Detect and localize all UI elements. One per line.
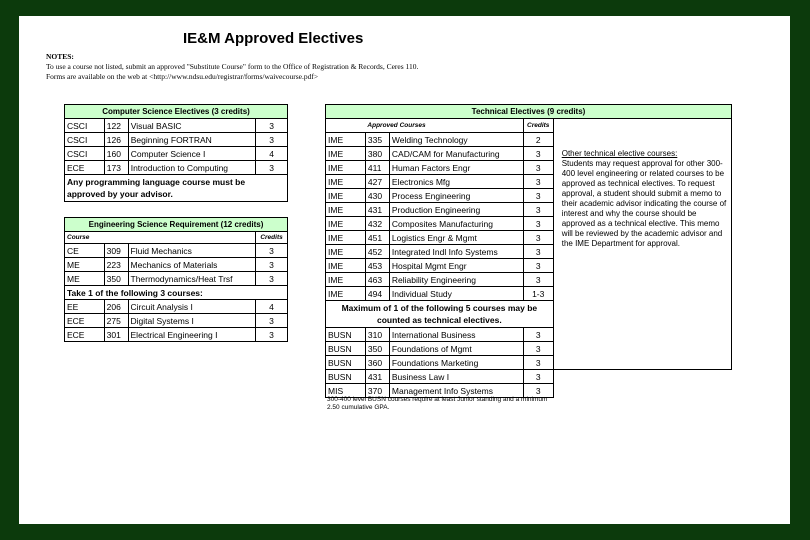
table-cell: Foundations Marketing (389, 356, 523, 370)
table-cell: Composites Manufacturing (389, 217, 523, 231)
table-cell: 451 (365, 231, 389, 245)
table-cell: IME (326, 175, 366, 189)
table-cell: 3 (256, 244, 288, 258)
notes-line: To use a course not listed, submit an approved "Substitute Course" form to the Office of Registration & Records, Ceres 110. (46, 62, 419, 71)
table-cell: 310 (365, 328, 389, 342)
table-cell: 3 (256, 314, 288, 328)
side-text: Students may request approval for other 300-400 level engineering or related courses to be approved as technical electives. To request approval, a student should submit a memo to their academic advisor indicating the course of interest and why the course should be approved as a technical elective. This memo will be reviewed by the academic advisor and the IME Department for approval. (561, 159, 727, 248)
table-cell: Electrical Engineering I (128, 328, 256, 342)
table-cell: IME (326, 273, 366, 287)
notes-line: Forms are available on the web at <http://www.ndsu.edu/registrar/forms/waivecourse.pdf> (46, 72, 319, 81)
table-row (326, 370, 732, 384)
table-cell: Digital Systems I (128, 314, 256, 328)
table-cell: 431 (365, 203, 389, 217)
table-cell (326, 119, 366, 133)
table-cell: 335 (365, 133, 389, 147)
table-cell: 309 (104, 244, 128, 258)
table-cell: BUSN (326, 370, 366, 384)
cs-electives-table (64, 104, 288, 202)
table-cell: Management Info Systems (389, 384, 523, 398)
table-cell: IME (326, 217, 366, 231)
page-title: IE&M Approved Electives (183, 30, 364, 47)
max-busn-note: Maximum of 1 of the following 5 courses may be counted as technical electives. (326, 301, 554, 328)
table-cell: 2 (523, 133, 553, 147)
table-cell: 3 (256, 119, 288, 133)
table-cell: 453 (365, 259, 389, 273)
table-row (65, 272, 288, 286)
table-cell: Production Engineering (389, 203, 523, 217)
table-cell: Mechanics of Materials (128, 258, 256, 272)
table-cell: International Business (389, 328, 523, 342)
table-cell: IME (326, 231, 366, 245)
table-cell: 4 (256, 300, 288, 314)
table-cell: 463 (365, 273, 389, 287)
tech-col-credits: Credits (523, 119, 553, 133)
table-cell: BUSN (326, 356, 366, 370)
notes-heading: NOTES: (46, 52, 74, 61)
table-cell (553, 384, 731, 398)
table-cell: 432 (365, 217, 389, 231)
table-cell: 173 (104, 161, 128, 175)
table-cell: Introduction to Computing (128, 161, 256, 175)
es-col-course: Course (65, 232, 256, 244)
table-row (65, 161, 288, 175)
table-cell: 3 (256, 328, 288, 342)
table-cell: MIS (326, 384, 366, 398)
table-row (65, 147, 288, 161)
table-cell: Circuit Analysis I (128, 300, 256, 314)
table-cell: 1-3 (523, 287, 553, 301)
table-cell: 275 (104, 314, 128, 328)
table-cell: ECE (65, 161, 105, 175)
table-cell: IME (326, 189, 366, 203)
table-cell: ECE (65, 328, 105, 342)
table-cell: IME (326, 259, 366, 273)
table-cell: ME (65, 272, 105, 286)
table-cell: 494 (365, 287, 389, 301)
tech-header: Technical Electives (9 credits) (326, 105, 732, 119)
table-cell: 3 (523, 147, 553, 161)
table-row (65, 300, 288, 314)
table-cell: Process Engineering (389, 189, 523, 203)
table-cell: IME (326, 161, 366, 175)
table-cell: 452 (365, 245, 389, 259)
table-cell: 3 (523, 231, 553, 245)
table-cell: BUSN (326, 328, 366, 342)
table-cell: IME (326, 245, 366, 259)
table-cell: Foundations of Mgmt (389, 342, 523, 356)
cs-advisor-note: Any programming language course must be approved by your advisor. (65, 175, 288, 202)
table-cell: Computer Science I (128, 147, 256, 161)
table-cell (553, 370, 731, 384)
table-cell: 360 (365, 356, 389, 370)
table-cell: 126 (104, 133, 128, 147)
table-cell: BUSN (326, 342, 366, 356)
table-cell: Individual Study (389, 287, 523, 301)
table-cell: 3 (523, 356, 553, 370)
table-cell: 3 (256, 133, 288, 147)
table-cell: 3 (256, 258, 288, 272)
table-cell: Logistics Engr & Mgmt (389, 231, 523, 245)
table-cell: 3 (523, 384, 553, 398)
table-cell: 223 (104, 258, 128, 272)
table-cell: ECE (65, 314, 105, 328)
table-cell: IME (326, 133, 366, 147)
table-cell: Reliability Engineering (389, 273, 523, 287)
es-take-note: Take 1 of the following 3 courses: (65, 286, 288, 300)
table-cell: 3 (523, 370, 553, 384)
table-row (65, 244, 288, 258)
table-cell: 431 (365, 370, 389, 384)
table-cell: 3 (523, 189, 553, 203)
table-cell: 4 (256, 147, 288, 161)
table-cell: 370 (365, 384, 389, 398)
tech-col-course: Approved Courses (365, 119, 523, 133)
table-cell: Human Factors Engr (389, 161, 523, 175)
table-cell: 350 (104, 272, 128, 286)
table-cell: CSCI (65, 147, 105, 161)
table-cell: Thermodynamics/Heat Trsf (128, 272, 256, 286)
other-electives-note (553, 119, 731, 370)
table-row (65, 328, 288, 342)
table-cell: CAD/CAM for Manufacturing (389, 147, 523, 161)
table-cell: CE (65, 244, 105, 258)
table-cell: Welding Technology (389, 133, 523, 147)
table-cell: IME (326, 203, 366, 217)
cs-header: Computer Science Electives (3 credits) (65, 105, 288, 119)
table-cell: 301 (104, 328, 128, 342)
es-header: Engineering Science Requirement (12 credits) (65, 218, 288, 232)
side-heading: Other technical elective courses: (561, 149, 678, 158)
table-cell: 122 (104, 119, 128, 133)
table-cell: 430 (365, 189, 389, 203)
table-cell: 3 (523, 175, 553, 189)
table-cell: 411 (365, 161, 389, 175)
table-cell: EE (65, 300, 105, 314)
table-cell: Visual BASIC (128, 119, 256, 133)
table-cell: Business Law I (389, 370, 523, 384)
table-cell: Fluid Mechanics (128, 244, 256, 258)
table-cell: 3 (523, 328, 553, 342)
table-cell: Electronics Mfg (389, 175, 523, 189)
table-cell: 3 (523, 273, 553, 287)
technical-electives-table (325, 104, 732, 398)
table-cell: 3 (523, 161, 553, 175)
table-cell: IME (326, 147, 366, 161)
table-cell: 3 (523, 259, 553, 273)
table-cell: CSCI (65, 119, 105, 133)
table-row (65, 119, 288, 133)
table-cell: 3 (256, 272, 288, 286)
table-cell: 206 (104, 300, 128, 314)
table-row (65, 258, 288, 272)
table-cell: Hospital Mgmt Engr (389, 259, 523, 273)
engineering-science-table (64, 217, 288, 342)
table-cell: 3 (523, 217, 553, 231)
table-cell: Beginning FORTRAN (128, 133, 256, 147)
busn-requirement-note: 300-400 level BUSN courses require at least Junior standing and a minimum 2.50 cumulative GPA. (327, 396, 548, 411)
table-cell: 3 (256, 161, 288, 175)
table-cell: IME (326, 287, 366, 301)
table-cell: ME (65, 258, 105, 272)
table-cell: 350 (365, 342, 389, 356)
table-cell: CSCI (65, 133, 105, 147)
table-cell: 3 (523, 342, 553, 356)
table-cell: Integrated Indl Info Systems (389, 245, 523, 259)
table-cell: 3 (523, 203, 553, 217)
table-cell: 3 (523, 245, 553, 259)
table-cell: 380 (365, 147, 389, 161)
table-row (65, 314, 288, 328)
notes-block (46, 52, 418, 82)
table-cell: 160 (104, 147, 128, 161)
table-row (65, 133, 288, 147)
es-col-credits: Credits (256, 232, 288, 244)
table-cell: 427 (365, 175, 389, 189)
